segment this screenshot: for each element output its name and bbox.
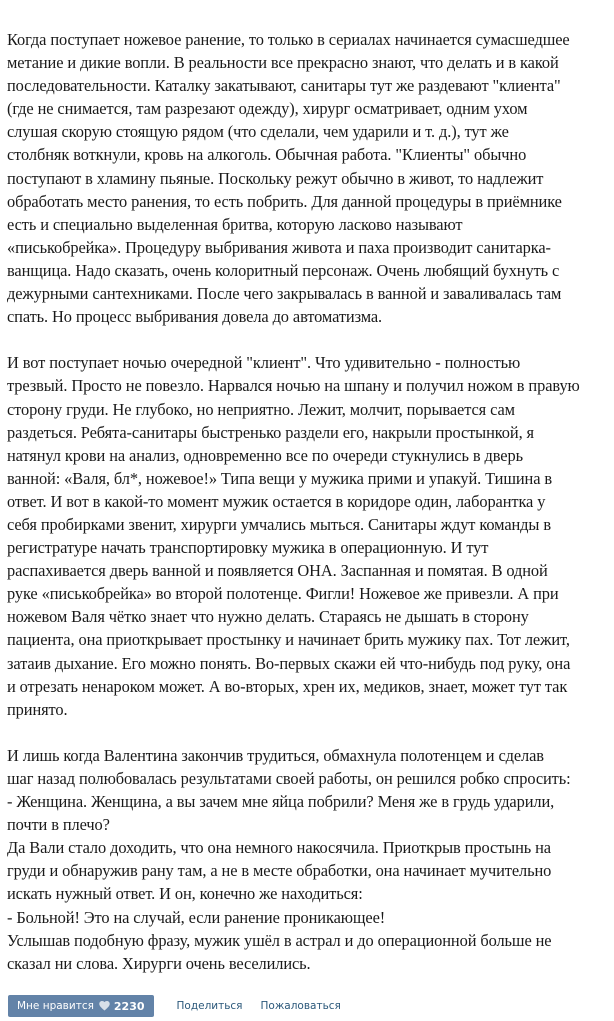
post-text-line: слушая скорую стоящую рядом (что сделали, чем ударили и т. д.), тут же bbox=[7, 122, 509, 142]
post-text-line: Услышав подобную фразу, мужик ушёл в астрал и до операционной больше не bbox=[7, 930, 552, 950]
post-text-line: регистратуре начать транспортировку мужика в операционную. И тут bbox=[7, 538, 489, 558]
post-text-line: последовательности. Каталку закатывают, санитары тут же раздевают "клиента" bbox=[7, 76, 561, 96]
post-text-line: (где не снимается, там разрезают одежду), хирург осматривает, одним ухом bbox=[7, 99, 528, 119]
post-text-line: - Женщина. Женщина, а вы зачем мне яйца побрили? Меня же в грудь ударили, bbox=[7, 792, 555, 812]
post-text-line: И лишь когда Валентина закончив трудиться, обмахнула полотенцем и сделав bbox=[7, 745, 544, 765]
post-actions bbox=[8, 995, 341, 1017]
post-text-line: распахивается дверь ванной и появляется ОНА. Заспанная и помятая. В одной bbox=[7, 561, 548, 581]
post-text-line: ванщица. Надо сказать, очень колоритный персонаж. Очень любящий бухнуть с bbox=[7, 260, 560, 280]
post-paragraph bbox=[7, 28, 614, 328]
post-text-line: натянул крови на анализ, одновременно все по очереди стукнулись в дверь bbox=[7, 445, 523, 465]
post-text-line: поступают в хламину пьяные. Поскольку режут обычно в живот, то надлежит bbox=[7, 168, 544, 188]
post-text-line: столбняк воткнули, кровь на алкоголь. Обычная работа. "Клиенты" обычно bbox=[7, 145, 527, 165]
post-text-line: раздеться. Ребята-санитары быстренько раздели его, накрыли простынкой, я bbox=[7, 422, 534, 442]
like-button-label: Мне нравится bbox=[17, 1000, 94, 1012]
post-text-line: Да Вали стало доходить, что она немного накосячила. Приоткрыв простынь на bbox=[7, 838, 551, 858]
post-text-line: затаив дыхание. Его можно понять. Во-первых скажи ей что-нибудь под руку, она bbox=[7, 653, 571, 673]
post-text-line: обработать место ранения, то есть побрить. Для данной процедуры в приёмнике bbox=[7, 191, 562, 211]
share-link[interactable]: Поделиться bbox=[176, 1000, 243, 1012]
post-text-line: себя пробирками звенит, хирурги умчались мыться. Санитары ждут команды в bbox=[7, 514, 551, 534]
post-text-line: ванной: «Валя, бл*, ножевое!» Типа вещи у мужика прими и упакуй. Тишина в bbox=[7, 468, 553, 488]
post-text-line: шаг назад полюбовалась результатами своей работы, он решился робко спросить: bbox=[7, 769, 571, 788]
like-button[interactable] bbox=[8, 995, 154, 1017]
post-text-line: и отрезать ненароком может. А во-вторых, хрен их, медиков, знает, может тут так bbox=[7, 676, 568, 696]
post-text-line: груди и обнаружив рану там, а не в месте обработки, она начинает мучительно bbox=[7, 861, 552, 881]
post-text-line: - Больной! Это на случай, если ранение проникающее! bbox=[7, 907, 386, 927]
post-text-line: метание и дикие вопли. В реальности все прекрасно знают, что делать и в какой bbox=[7, 53, 559, 73]
post-text-line: искать нужный ответ. И он, конечно же находиться: bbox=[7, 884, 363, 904]
post-text-line: трезвый. Просто не повезло. Нарвался ночью на шпану и получил ножом в правую bbox=[7, 376, 580, 396]
post-paragraph bbox=[7, 744, 614, 975]
like-count: 2230 bbox=[113, 999, 145, 1013]
post-text-line: почти в плечо? bbox=[7, 815, 110, 835]
post-text-line: принято. bbox=[7, 699, 68, 719]
post-text-line: есть и специально выделенная бритва, которую ласково называют bbox=[7, 214, 463, 234]
report-link[interactable]: Пожаловаться bbox=[260, 1000, 341, 1012]
post-text-line: ответ. И вот в какой-то момент мужик остается в коридоре один, лаборантка у bbox=[7, 491, 546, 511]
post-paragraph bbox=[7, 351, 614, 721]
post-text-line: сказал ни слова. Хирурги очень веселились. bbox=[7, 953, 311, 973]
post-text-line: сторону груди. Не глубоко, но неприятно. Лежит, молчит, порывается сам bbox=[7, 399, 515, 419]
post-text-line: спать. Но процесс выбривания довела до автоматизма. bbox=[7, 307, 383, 327]
heart-icon bbox=[99, 1001, 110, 1011]
post-text bbox=[7, 28, 614, 975]
post-text-line: дежурными сантехниками. После чего закрывалась в ванной и заваливалась там bbox=[7, 284, 562, 304]
post-text-line: пациента, она приоткрывает простынку и начинает брить мужику пах. Тот лежит, bbox=[7, 630, 570, 650]
post-text-line: Когда поступает ножевое ранение, то только в сериалах начинается сумасшедшее bbox=[7, 30, 570, 49]
post-text-line: «писькобрейка». Процедуру выбривания живота и паха производит санитарка- bbox=[7, 237, 551, 257]
post-text-line: руке «писькобрейка» во второй полотенце. Фигли! Ножевое же привезли. А при bbox=[7, 584, 559, 604]
post-text-line: ножевом Валя чётко знает что нужно делать. Стараясь не дышать в сторону bbox=[7, 607, 529, 627]
post-text-line: И вот поступает ночью очередной "клиент". Что удивительно - полностью bbox=[7, 353, 521, 373]
